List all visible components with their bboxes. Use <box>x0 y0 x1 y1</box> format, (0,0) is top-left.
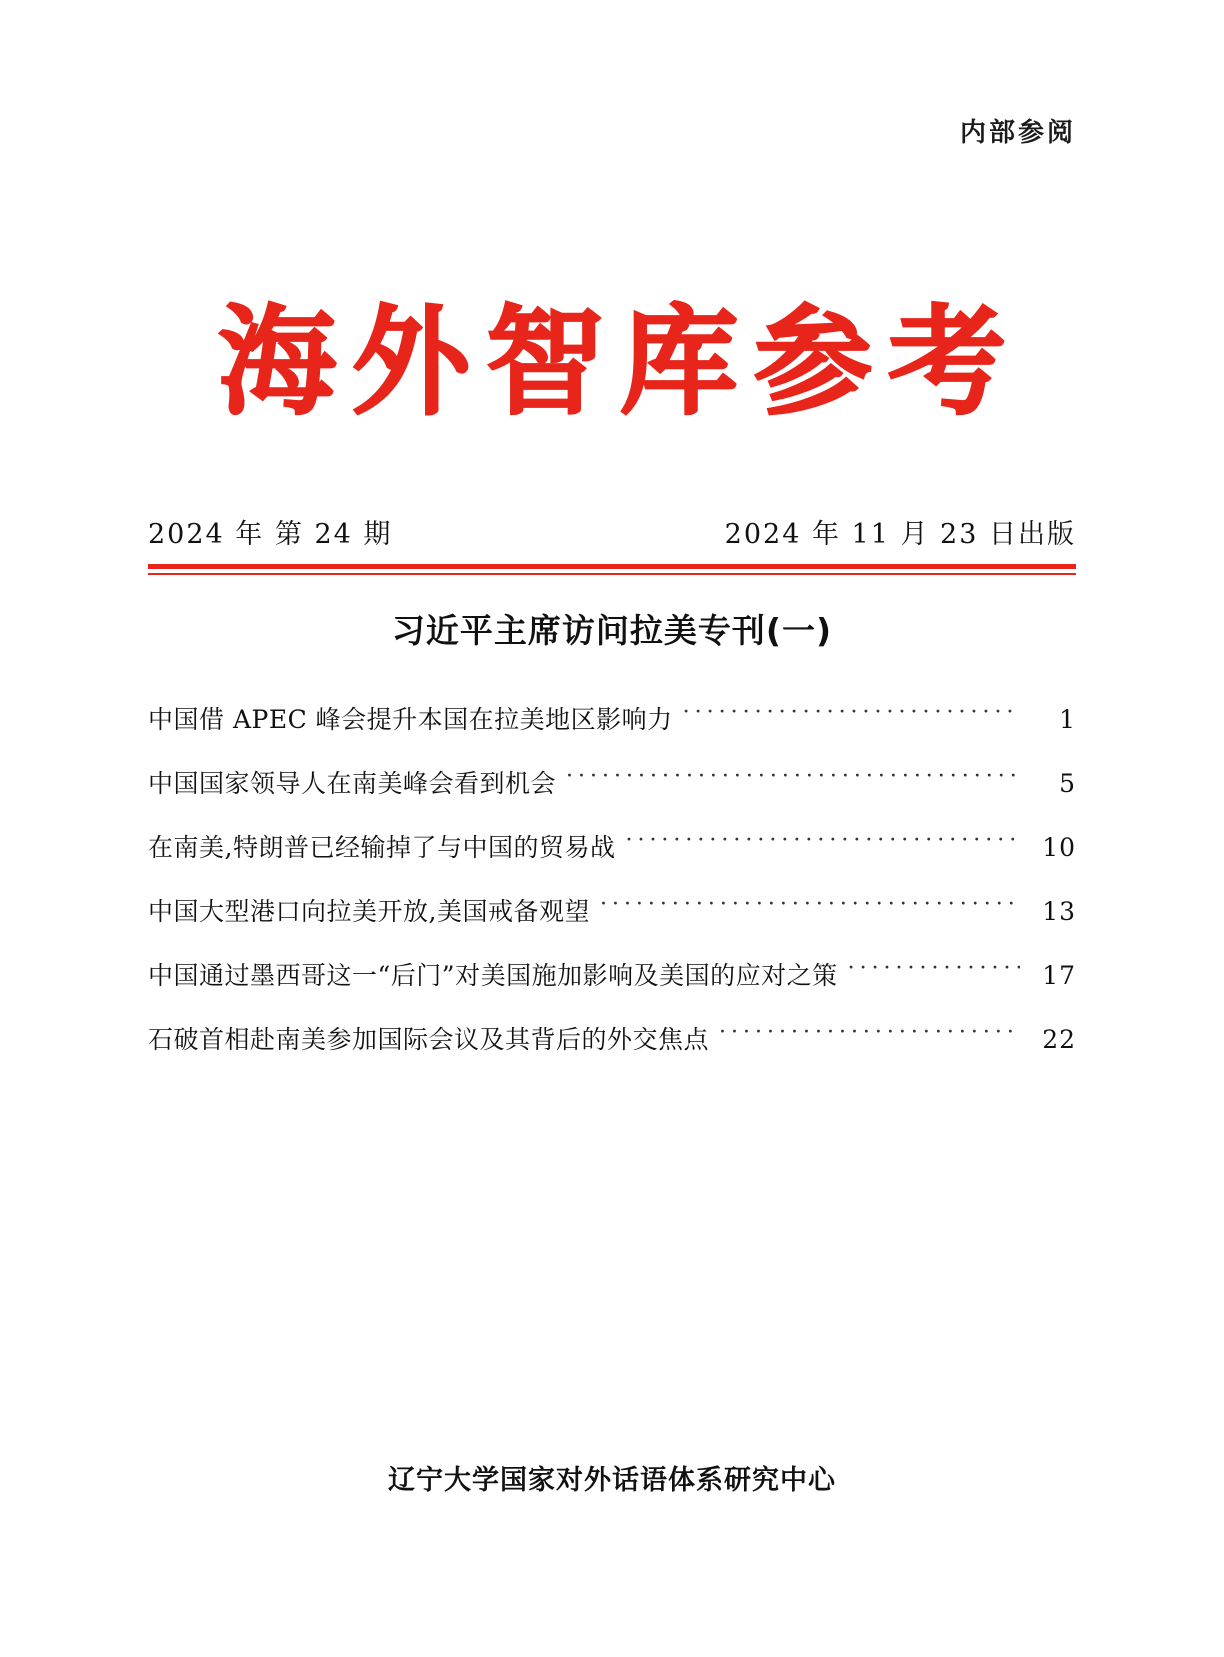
publisher-organization: 辽宁大学国家对外话语体系研究中心 <box>388 1465 836 1496</box>
table-of-contents <box>148 700 1076 1084</box>
toc-entry-title: 中国国家领导人在南美峰会看到机会 <box>148 769 557 798</box>
publication-date: 2024 年 11 月 23 日出版 <box>724 519 1076 550</box>
toc-leader-dots <box>625 831 1020 856</box>
special-issue-title: 习近平主席访问拉美专刊(一) <box>391 611 833 650</box>
toc-entry-title: 石破首相赴南美参加国际会议及其背后的外交焦点 <box>148 1025 710 1054</box>
issue-info-row <box>148 512 1076 551</box>
toc-leader-dots <box>683 703 1020 728</box>
list-item[interactable] <box>148 1020 1076 1056</box>
toc-leader-dots <box>719 1023 1020 1048</box>
masthead <box>0 292 1224 431</box>
toc-leader-dots <box>566 767 1020 792</box>
divider-thick <box>148 564 1076 569</box>
toc-leader-dots <box>848 959 1020 984</box>
divider-thin <box>148 573 1076 575</box>
list-item[interactable] <box>148 764 1076 800</box>
publication-title: 海外智库参考 <box>217 292 1022 431</box>
toc-entry-title: 中国通过墨西哥这一“后门”对美国施加影响及美国的应对之策 <box>148 961 838 990</box>
toc-entry-page: 1 <box>1059 705 1076 734</box>
list-item[interactable] <box>148 956 1076 992</box>
list-item[interactable] <box>148 700 1076 736</box>
toc-entry-page: 22 <box>1042 1025 1076 1054</box>
toc-entry-title: 在南美,特朗普已经输掉了与中国的贸易战 <box>148 833 616 862</box>
toc-entry-page: 5 <box>1059 769 1076 798</box>
list-item[interactable] <box>148 828 1076 864</box>
toc-entry-title: 中国大型港口向拉美开放,美国戒备观望 <box>148 897 590 926</box>
toc-entry-title: 中国借 APEC 峰会提升本国在拉美地区影响力 <box>148 705 673 734</box>
toc-leader-dots <box>600 895 1020 920</box>
internal-reference-label: 内部参阅 <box>959 118 1076 148</box>
toc-entry-page: 13 <box>1042 897 1076 926</box>
divider-rules <box>148 564 1076 575</box>
toc-entry-page: 10 <box>1042 833 1076 862</box>
toc-entry-page: 17 <box>1042 961 1076 990</box>
list-item[interactable] <box>148 892 1076 928</box>
issue-number: 2024 年 第 24 期 <box>148 519 393 550</box>
